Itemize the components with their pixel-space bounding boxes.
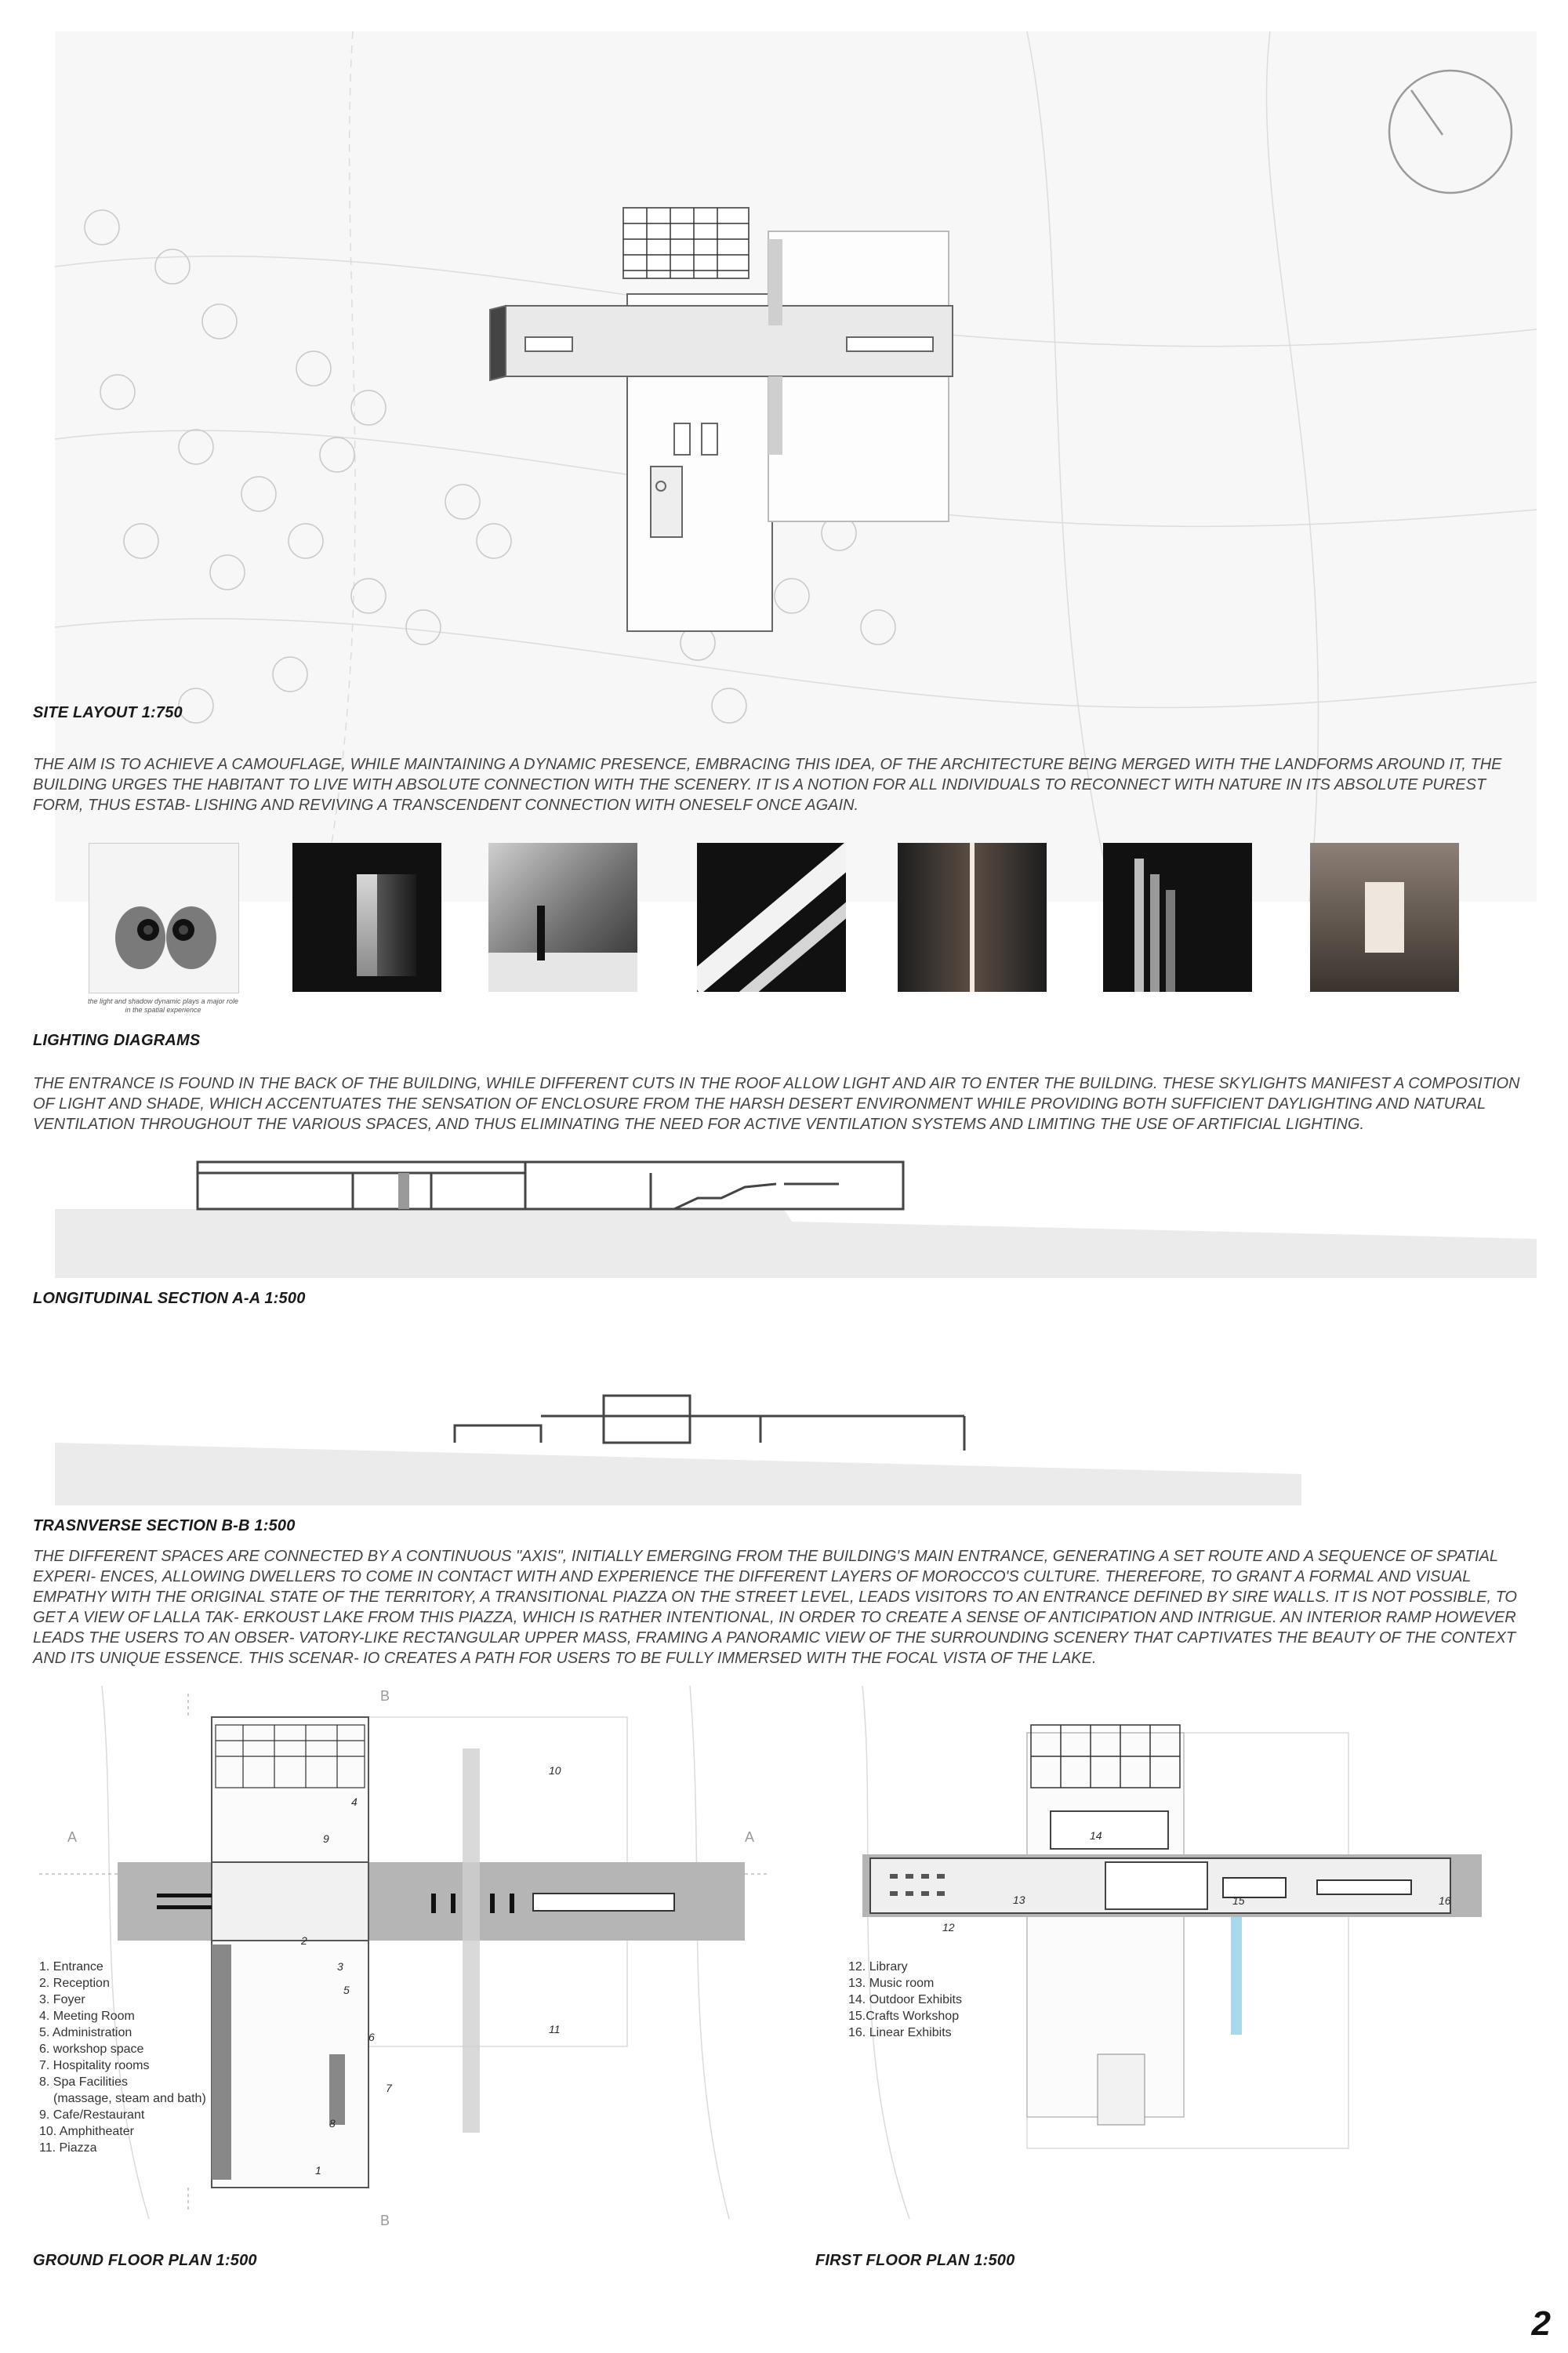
legend-item: 5. Administration (39, 2026, 132, 2039)
room-number: 7 (386, 2082, 392, 2094)
section-mark-b-bottom: B (380, 2213, 390, 2228)
first-floor-svg (815, 1686, 1537, 2219)
room-number: 11 (549, 2023, 561, 2035)
legend-item: (massage, steam and bath) (53, 2092, 206, 2105)
room-number: 4 (351, 1796, 358, 1808)
legend-item: 3. Foyer (39, 1993, 85, 2006)
legend-item: 16. Linear Exhibits (848, 2026, 952, 2039)
lighting-paragraph: THE ENTRANCE IS FOUND IN THE BACK OF THE BUILDING, WHILE DIFFERENT CUTS IN THE ROOF ALLOW LIGHT AND AIR TO ENTER THE BUILDING. THESE SKYLIGHTS MANIFEST A COMPOSITION OF LIGHT AND SHADE, WHICH ACCENTUATES THE SENSATION OF ENCLOSURE FROM THE HARSH DESERT ENVIRONMENT WHILE PROVIDING BOTH SUFFICIENT DAYLIGHTING AND NATURAL VENTILATION THROUGHOUT THE VARIOUS SPACES, AND THUS ELIMINATING THE NEED FOR ACTIVE VENTILATION SYSTEMS AND LIMITING THE USE OF ARTIFICIAL LIGHTING. (33, 1075, 1520, 1133)
transverse-section (55, 1388, 1301, 1505)
legend-item: 9. Cafe/Restaurant (39, 2108, 145, 2122)
page-number: 2 (1531, 2304, 1551, 2343)
room-number: 9 (323, 1832, 329, 1845)
lighting-photo-slit (898, 843, 1047, 992)
legend-item: 12. Library (848, 1960, 908, 1974)
section-mark-a-left: A (67, 1829, 78, 1845)
legend-item: 1. Entrance (39, 1960, 103, 1974)
longitudinal-section-svg (55, 1153, 1537, 1278)
lighting-photo-steps (1103, 843, 1252, 992)
room-number: 15 (1232, 1894, 1245, 1907)
lighting-caption: the light and shadow dynamic plays a major role in the spatial experience (87, 997, 239, 1014)
legend-item: 15.Crafts Workshop (848, 2010, 960, 2023)
lighting-photo-diagonal (697, 843, 846, 992)
room-number: 5 (343, 1984, 350, 1996)
longitudinal-section-heading: LONGITUDINAL SECTION A-A 1:500 (33, 1290, 306, 1307)
first-floor-heading: FIRST FLOOR PLAN 1:500 (815, 2252, 1015, 2269)
legend-item: 2. Reception (39, 1977, 110, 1990)
room-number: 1 (315, 2164, 321, 2177)
room-number: 12 (942, 1921, 955, 1934)
room-number: 8 (329, 2117, 336, 2130)
room-number: 16 (1439, 1894, 1451, 1907)
longitudinal-section (55, 1153, 1537, 1278)
legend-item: 4. Meeting Room (39, 2010, 135, 2023)
site-layout-paragraph: THE AIM IS TO ACHIEVE A CAMOUFLAGE, WHILE MAINTAINING A DYNAMIC PRESENCE, EMBRACING THIS IDEA, OF THE ARCHITECTURE BEING MERGED WITH THE LANDFORMS AROUND IT, THE BUILDING URGES THE HABITANT TO LIVE WITH ABSOLUTE CONNECTION WITH THE SCENERY. IT IS A NOTION FOR ALL INDIVIDUALS TO RECONNECT WITH NATURE IN ITS ABSOLUTE PUREST FORM, THUS ESTAB- LISHING AND REVIVING A TRANSCENDENT CONNECTION WITH ONESELF ONCE AGAIN. (33, 756, 1502, 814)
first-floor-legend (848, 1959, 962, 2041)
legend-item: 14. Outdoor Exhibits (848, 1993, 962, 2006)
section-mark-b-top: B (380, 1688, 390, 1704)
room-number: 13 (1013, 1894, 1025, 1906)
lighting-photo-figure (488, 843, 637, 992)
legend-item: 11. Piazza (39, 2141, 97, 2155)
north-arrow-icon (1389, 71, 1512, 193)
room-number: 14 (1090, 1829, 1102, 1842)
site-layout-heading: SITE LAYOUT 1:750 (33, 704, 183, 721)
legend-item: 8. Spa Facilities (39, 2075, 128, 2089)
legend-item: 13. Music room (848, 1977, 935, 1990)
section-mark-a-right: A (745, 1829, 755, 1845)
room-number: 6 (368, 2031, 375, 2043)
section-outline (198, 1162, 903, 1209)
legend-item: 10. Amphitheater (39, 2125, 134, 2138)
lighting-heading: LIGHTING DIAGRAMS (33, 1032, 201, 1049)
transverse-section-heading: TRASNVERSE SECTION B-B 1:500 (33, 1517, 296, 1534)
ground-floor-heading: GROUND FLOOR PLAN 1:500 (33, 2252, 257, 2269)
transverse-section-svg (55, 1388, 1301, 1505)
binoculars-icon (89, 844, 238, 993)
room-number: 2 (301, 1934, 307, 1947)
room-number: 10 (549, 1764, 561, 1777)
lighting-photo-corridor (1310, 843, 1459, 992)
room-number: 3 (337, 1960, 343, 1973)
binoculars-sketch (89, 843, 239, 993)
site-building (490, 208, 953, 631)
lighting-photo-doorway (292, 843, 441, 992)
ground-floor-legend (39, 1959, 206, 2156)
legend-item: 6. workshop space (39, 2043, 144, 2056)
legend-item: 7. Hospitality rooms (39, 2059, 150, 2072)
first-floor-plan (815, 1686, 1537, 2219)
sections-paragraph: THE DIFFERENT SPACES ARE CONNECTED BY A CONTINUOUS "AXIS", INITIALLY EMERGING FROM THE BUILDING'S MAIN ENTRANCE, GENERATING A SET ROUTE AND A SEQUENCE OF SPATIAL EXPERI- ENCES, ALLOWING DWELLERS TO COME IN CONTACT WITH AND EXPERIENCE THE DIFFERENT LAYERS OF MOROCCO'S CULTURE. THEREFORE, TO GRANT A FORMAL AND VISUAL EMPATHY WITH THE ORIGINAL STATE OF THE TERRITORY, A TRANSITIONAL PIAZZA ON THE STREET LEVEL, LEADS VISITORS TO AN ENTRANCE DEFINED BY SIRE WALLS. IT IS NOT POSSIBLE, TO GET A VIEW OF LALLA TAK- ERKOUST LAKE FROM THIS PIAZZA, WHICH IS RATHER INTENTIONAL, IN ORDER TO CREATE A SENSE OF ANTICIPATION AND INTRIGUE. AN INTERIOR RAMP HOWEVER LEADS THE USERS TO AN OBSER- VATORY-LIKE RECTANGULAR UPPER MASS, FRAMING A PANORAMIC VIEW OF THE SURROUNDING SCENERY THAT CAPTIVATES THE BEAUTY OF THE CONTEXT AND ITS UNIQUE ESSENCE. THIS SCENAR- IO CREATES A PATH FOR USERS TO BE FULLY IMMERSED WITH THE FOCAL VISTA OF THE LAKE. (33, 1548, 1517, 1667)
